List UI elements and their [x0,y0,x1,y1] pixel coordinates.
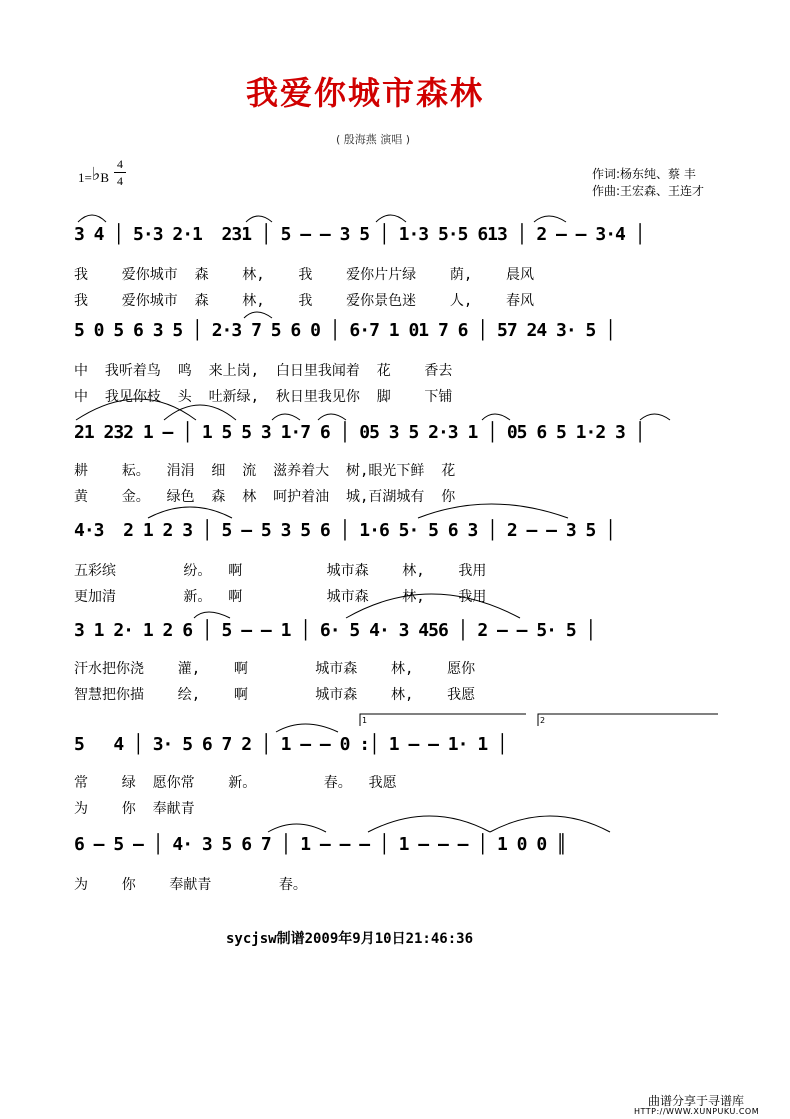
notation-line-3: 21 232 1 — │ 1 5 5 3 1·7 6 │ 05 3 5 2·3 1 │ 05 6 5 1·2 3 │ [74,422,645,443]
lyrics-4-verse-1: 五彩缤 纷。 啊 城市森 林, 我用 [74,563,487,579]
slur [376,215,406,222]
notation-line-5: 3 1 2· 1 2 6 │ 5 — — 1 │ 6· 5 4· 3 456 │ 2 — — 5· 5 │ [74,620,596,641]
notation-line-2: 5 0 5 6 3 5 │ 2·3 7 5 6 0 │ 6·7 1 01 7 6 │ 57 24 3· 5 │ [74,320,616,341]
slur [148,507,232,518]
lyrics-5-verse-1: 汗水把你浇 灌, 啊 城市森 林, 愿你 [74,661,476,677]
singer-credit: ( 殷海燕 演唱 ) [335,133,411,146]
lyricist: 作词:杨东纯、蔡 丰 [592,167,696,181]
notation-line-6: 5 4 │ 3· 5 6 7 2 │ 1 — — 0 :│ 1 — — 1· 1 │ [74,734,507,755]
slur [418,504,568,518]
notation-line-1: 3 4 │ 5·3 2·1 231 │ 5 — — 3 5 │ 1·3 5·5 613 │ 2 — — 3·4 │ [74,224,645,245]
watermark-url[interactable]: HTTP://WWW.XUNPUKU.COM [634,1107,760,1116]
slur [268,824,326,832]
lyrics-6-verse-2: 为 你 奉献青 [74,801,195,817]
notation-line-4: 4·3 2 1 2 3 │ 5 — 5 3 5 6 │ 1·6 5· 5 6 3 │ 2 — — 3 5 │ [74,520,616,541]
footer-credit: sycjsw制谱2009年9月10日21:46:36 [226,931,474,947]
key-signature: 1=♭B [78,164,110,185]
slur [346,594,520,618]
slur [246,216,272,222]
slur [76,399,196,420]
flat-icon: ♭ [91,164,101,184]
volta-1-bracket [360,714,526,726]
watermark-name: 曲谱分享于寻谱库 [648,1094,745,1108]
slur [244,312,272,318]
lyrics-3-verse-2: 黄 金。 绿色 森 林 呵护着油 城,百湖城有 你 [74,489,456,505]
lyrics-5-verse-2: 智慧把你描 绘, 啊 城市森 林, 我愿 [74,687,476,703]
notation-line-7: 6 — 5 — │ 4· 3 5 6 7 │ 1 — — — │ 1 — — — │ 1 0 0 ║ [74,834,566,855]
slur [482,414,510,420]
lyrics-6-verse-1: 常 绿 愿你常 新。 春。 我愿 [74,775,397,791]
slur [534,216,566,222]
lyrics-2-verse-1: 中 我听着鸟 鸣 来上岗, 白日里我闻着 花 香去 [74,363,453,379]
slur [640,414,670,420]
volta-2-bracket [538,714,718,726]
slur [490,816,610,832]
lyrics-2-verse-2: 中 我见你枝 头 吐新绿, 秋日里我见你 脚 下铺 [74,389,453,405]
slur [318,414,346,420]
lyrics-3-verse-1: 耕 耘。 涓涓 细 流 滋养着大 树,眼光下鲜 花 [74,463,456,479]
slur [276,724,338,732]
volta-2-label: 2 [540,716,546,725]
lyrics-7-verse-1: 为 你 奉献青 春。 [74,877,307,893]
lyrics-1-verse-1: 我 爱你城市 森 林, 我 爱你片片绿 荫, 晨风 [74,267,535,283]
lyrics-1-verse-2: 我 爱你城市 森 林, 我 爱你景色迷 人, 春风 [74,293,535,309]
composer: 作曲:王宏森、王连才 [592,184,705,198]
time-signature: 4 4 [114,156,126,189]
lyrics-4-verse-2: 更加清 新。 啊 城市森 林, 我用 [74,589,487,605]
song-title: 我爱你城市森林 [245,74,484,112]
slur [78,215,106,222]
slur [272,414,300,420]
volta-1-label: 1 [362,716,368,725]
slur [194,612,230,618]
slur [368,816,490,832]
